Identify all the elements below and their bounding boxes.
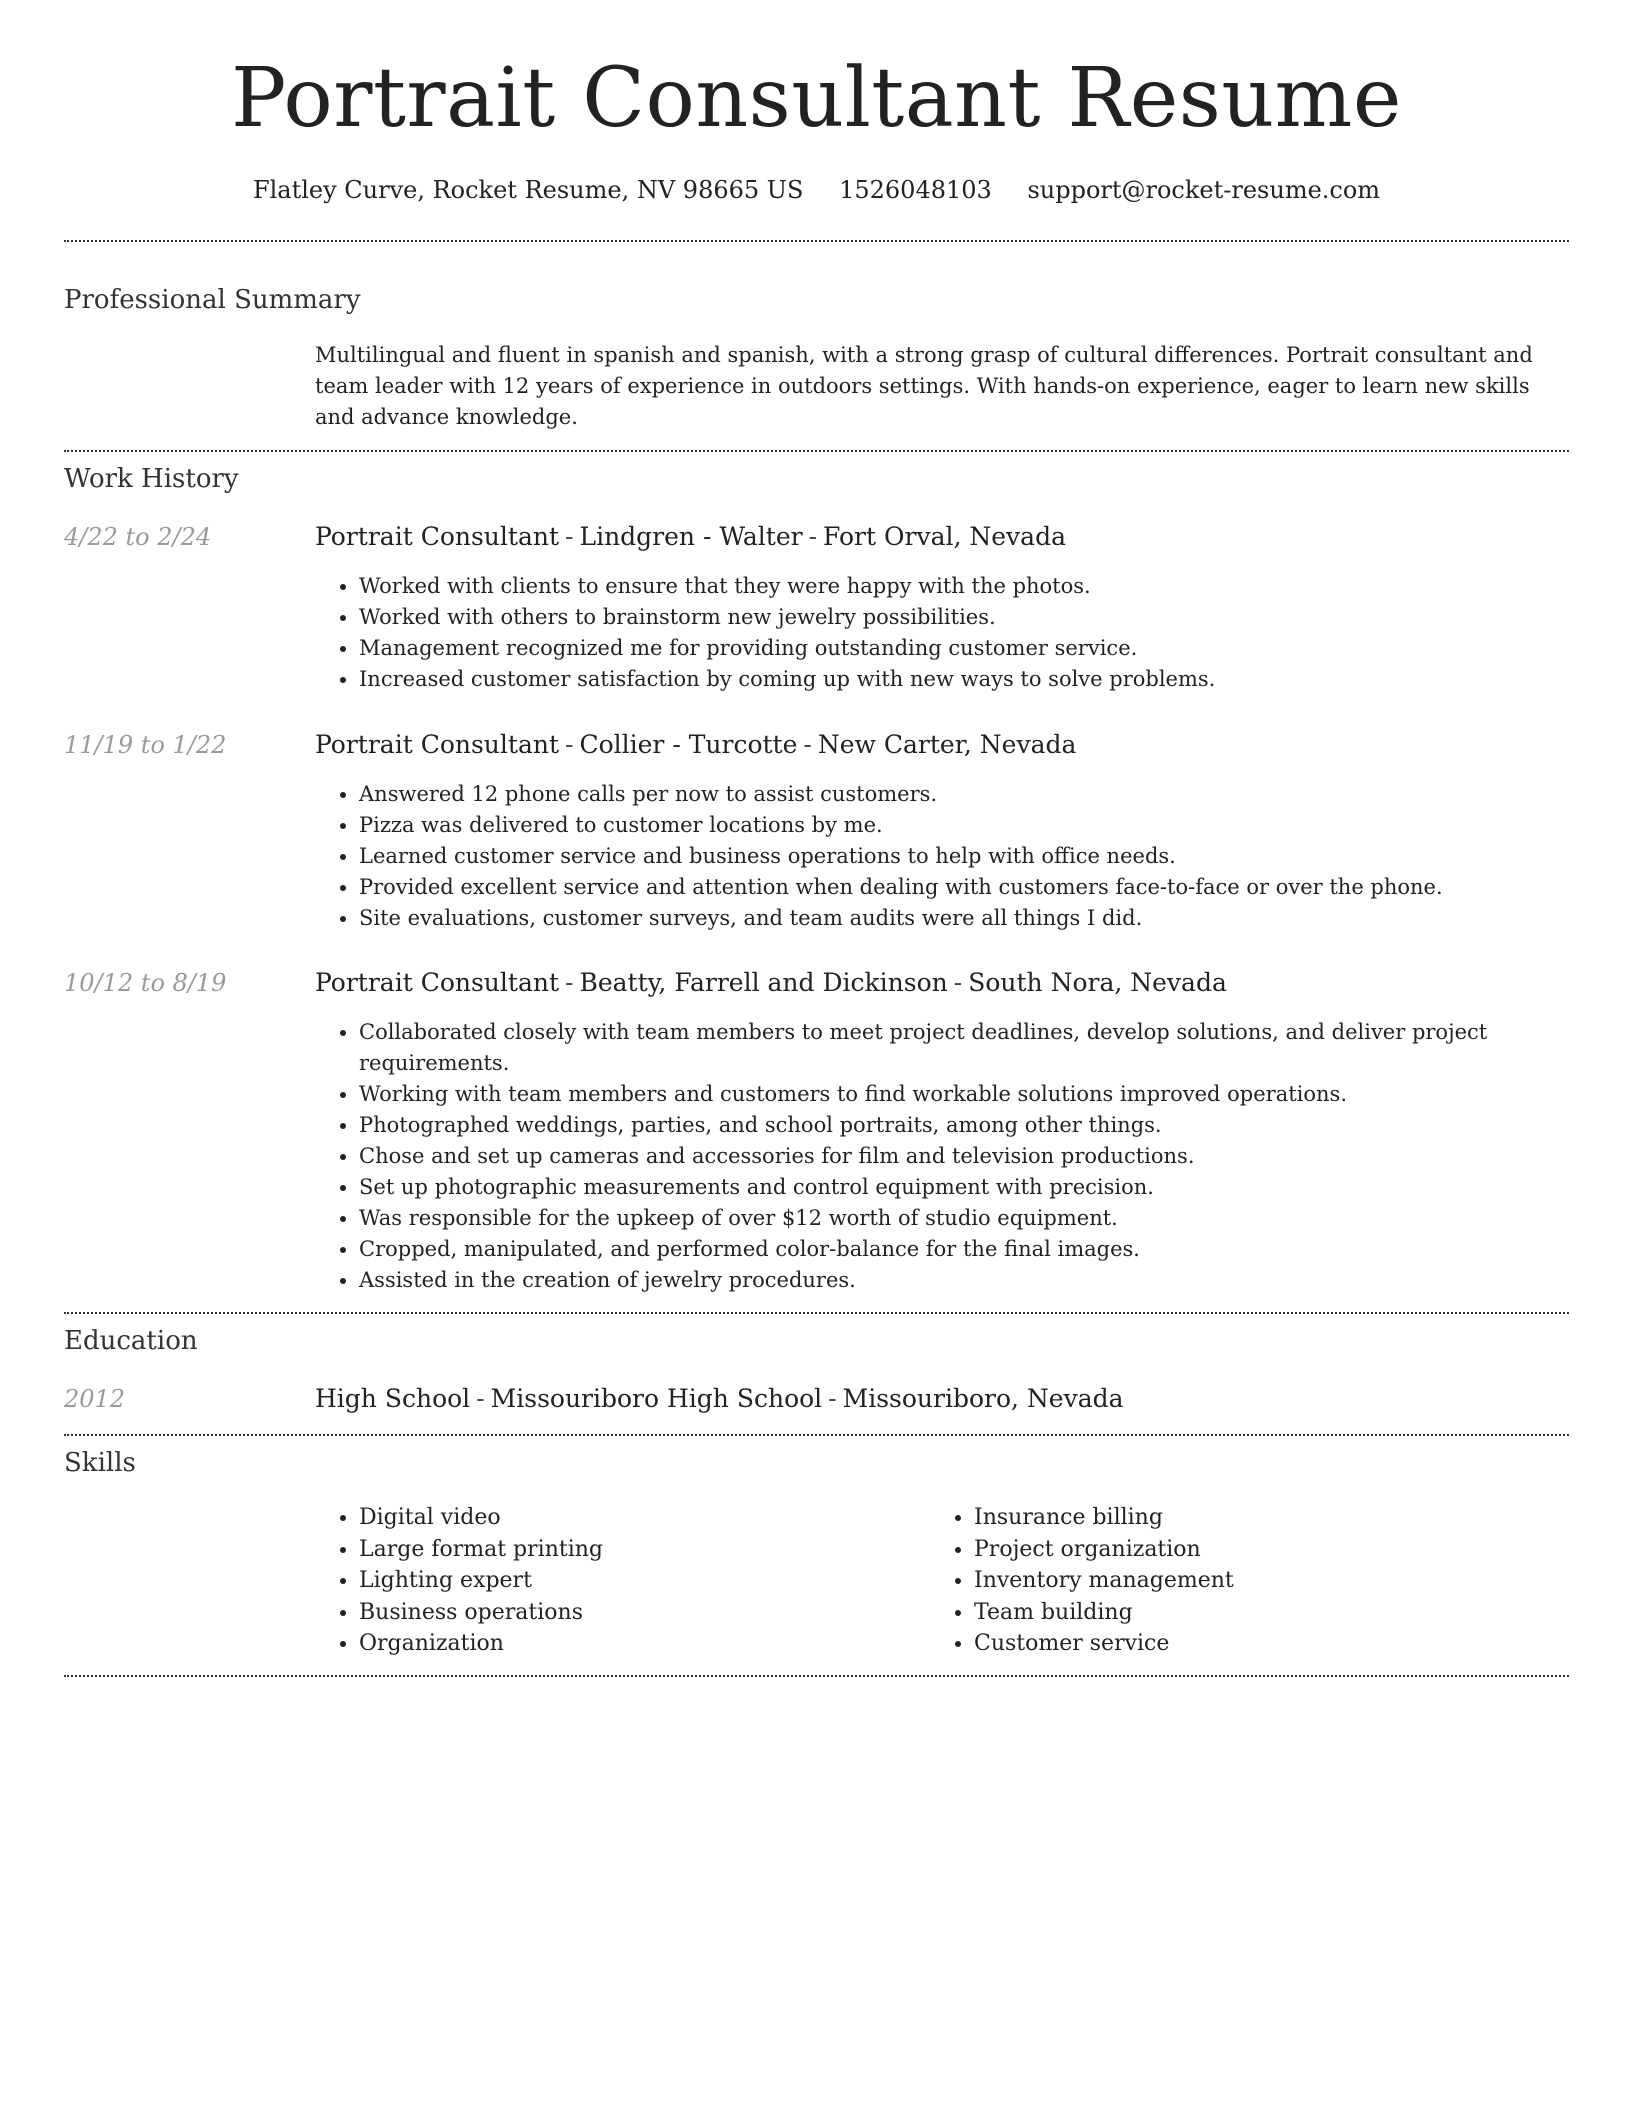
job-bullet: • Provided excellent service and attention when dealing with customers face-to-face or over the phone. (359, 872, 1559, 903)
skills-list-right (930, 1502, 1534, 1660)
job-company: Lindgren - Walter (579, 522, 803, 551)
job-bullet: • Photographed weddings, parties, and school portraits, among other things. (359, 1110, 1559, 1141)
job-bullets (315, 779, 1559, 934)
skill-item: • Team building (974, 1597, 1534, 1629)
job-location: New Carter, Nevada (817, 730, 1077, 759)
job-bullet: • Working with team members and customers to find workable solutions improved operations. (359, 1079, 1559, 1110)
job-title: Portrait Consultant (315, 968, 560, 997)
divider (64, 450, 1569, 452)
skill-item: • Insurance billing (974, 1502, 1534, 1534)
job-bullets (315, 1017, 1559, 1296)
skill-item: • Large format printing (359, 1534, 919, 1566)
job-title: Portrait Consultant (315, 522, 560, 551)
job-bullet: • Set up photographic measurements and control equipment with precision. (359, 1172, 1559, 1203)
contact-email: support@rocket-resume.com (1027, 176, 1381, 204)
job-bullets (315, 571, 1559, 695)
job-bullet: • Learned customer service and business operations to help with office needs. (359, 841, 1559, 872)
contact-line (64, 170, 1569, 210)
job-company: Collier - Turcotte (579, 730, 798, 759)
skill-item: • Project organization (974, 1534, 1534, 1566)
skill-item: • Business operations (359, 1597, 919, 1629)
job-bullet: • Collaborated closely with team members to meet project deadlines, develop solutions, and deliver project requirements. (359, 1017, 1559, 1079)
education-year: 2012 (64, 1385, 126, 1413)
job-bullet: • Management recognized me for providing outstanding customer service. (359, 633, 1559, 664)
education-degree: High School (315, 1384, 471, 1413)
skill-item: • Inventory management (974, 1565, 1534, 1597)
job-bullet: • Assisted in the creation of jewelry procedures. (359, 1265, 1559, 1296)
job-bullet: • Site evaluations, customer surveys, and team audits were all things I did. (359, 903, 1559, 934)
job-bullet: • Chose and set up cameras and accessories for film and television productions. (359, 1141, 1559, 1172)
job-heading: Portrait Consultant - Lindgren - Walter - Fort Orval, Nevada (315, 522, 1066, 551)
job-dates: 11/19 to 1/22 (64, 731, 227, 759)
job-bullet: • Increased customer satisfaction by coming up with new ways to solve problems. (359, 664, 1559, 695)
skill-item: • Customer service (974, 1628, 1534, 1660)
job-bullet: • Worked with clients to ensure that they were happy with the photos. (359, 571, 1559, 602)
job-bullet: • Answered 12 phone calls per now to assist customers. (359, 779, 1559, 810)
divider (64, 240, 1569, 242)
job-company: Beatty, Farrell and Dickinson (579, 968, 948, 997)
job-title: Portrait Consultant (315, 730, 560, 759)
job-bullet: • Pizza was delivered to customer locations by me. (359, 810, 1559, 841)
skill-item: • Lighting expert (359, 1565, 919, 1597)
job-bullet: • Was responsible for the upkeep of over $12 worth of studio equipment. (359, 1203, 1559, 1234)
education-location: Missouriboro, Nevada (842, 1384, 1124, 1413)
education-heading: High School - Missouriboro High School - Missouriboro, Nevada (315, 1384, 1124, 1413)
job-location: Fort Orval, Nevada (823, 522, 1066, 551)
skill-item: • Organization (359, 1628, 919, 1660)
job-heading: Portrait Consultant - Collier - Turcotte - New Carter, Nevada (315, 730, 1077, 759)
section-title-summary: Professional Summary (64, 285, 361, 315)
job-heading: Portrait Consultant - Beatty, Farrell and Dickinson - South Nora, Nevada (315, 968, 1227, 997)
summary-text: Multilingual and fluent in spanish and spanish, with a strong grasp of cultural differences. Portrait consultant and team leader with 12 years of experience in outdoors settings. With hands-on experience, eager to learn new skills and advance knowledge. (315, 343, 1533, 429)
section-title-skills: Skills (64, 1448, 136, 1478)
contact-address: Flatley Curve, Rocket Resume, NV 98665 US (252, 176, 804, 204)
contact-phone: 1526048103 (839, 176, 992, 204)
education-school: Missouriboro High School (490, 1384, 823, 1413)
job-location: South Nora, Nevada (968, 968, 1227, 997)
job-dates: 4/22 to 2/24 (64, 523, 212, 551)
job-dates: 10/12 to 8/19 (64, 969, 227, 997)
skills-list-left (315, 1502, 919, 1660)
divider (64, 1312, 1569, 1314)
divider (64, 1434, 1569, 1436)
job-bullet: • Cropped, manipulated, and performed color-balance for the final images. (359, 1234, 1559, 1265)
job-bullet: • Worked with others to brainstorm new jewelry possibilities. (359, 602, 1559, 633)
skill-item: • Digital video (359, 1502, 919, 1534)
divider (64, 1675, 1569, 1677)
page-title: Portrait Consultant Resume (231, 51, 1402, 146)
section-title-education: Education (64, 1326, 198, 1356)
section-title-work-history: Work History (64, 464, 239, 494)
